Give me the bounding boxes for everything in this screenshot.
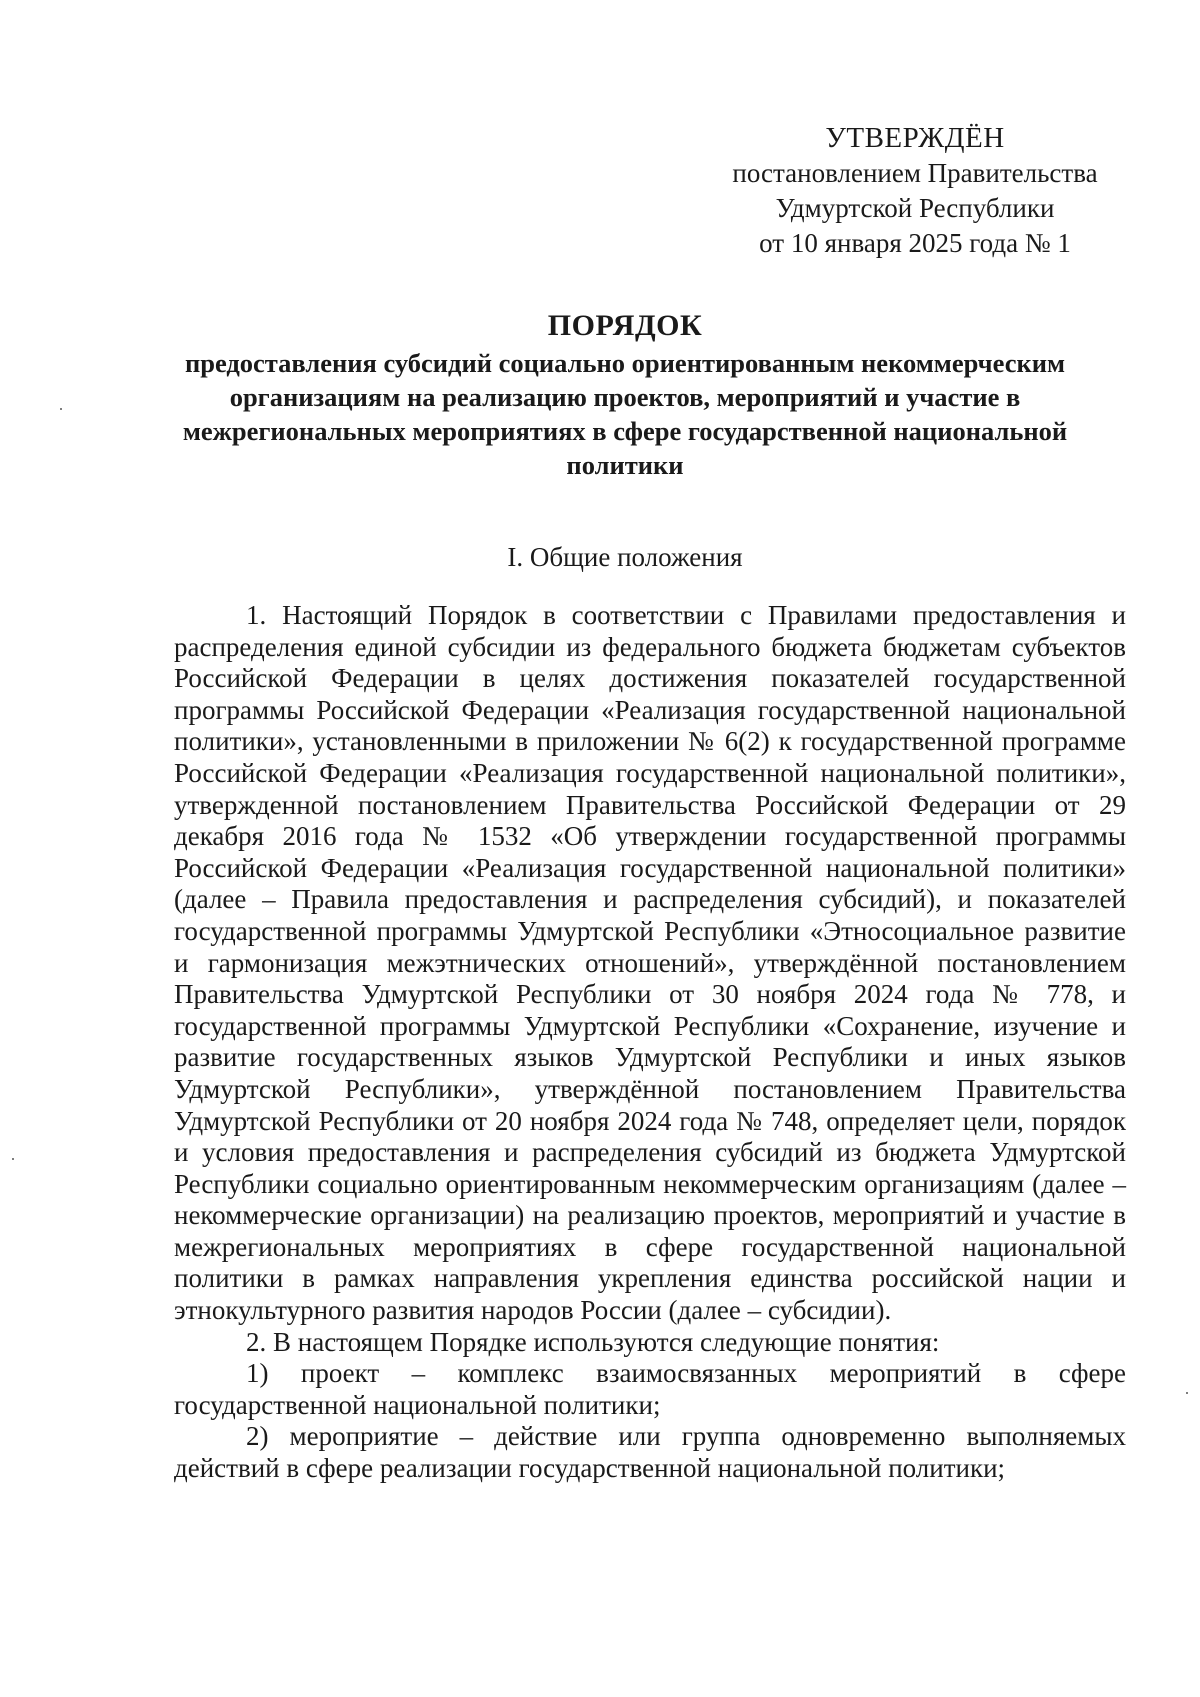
scan-speck xyxy=(12,1158,14,1160)
section-heading: I. Общие положения xyxy=(507,542,743,572)
document-title: ПОРЯДОК xyxy=(547,309,703,342)
approval-line-3: от 10 января 2025 года № 1 xyxy=(759,228,1071,258)
scan-speck xyxy=(1186,1392,1188,1394)
paragraph: 2. В настоящем Порядке используются следующие понятия: xyxy=(246,1326,940,1357)
approval-line-1: постановлением Правительства xyxy=(732,158,1098,188)
paragraph: 1) проект – комплекс взаимосвязанных мероприятий в сфере государственной национальной политики; xyxy=(174,1358,1126,1420)
document-title-block xyxy=(150,306,1100,482)
approval-title: УТВЕРЖДЁН xyxy=(825,122,1005,154)
approval-stamp xyxy=(700,121,1130,261)
paragraph: 2) мероприятие – действие или группа одновременно выполняемых действий в сфере реализации государственной национальной политики; xyxy=(174,1421,1126,1484)
scan-speck xyxy=(60,408,62,410)
paragraph: 1. Настоящий Порядок в соответствии с Правилами предоставления и распределения единой субсидии из федерального бюджета бюджетам субъектов Российской Федерации в целях достижения показателей государственной программы Российской Федерации «Реализация государственной национальной политики», установленными в приложении № 6(2) к государственной программе Российской Федерации «Реализация государственной национальной политики», утвержденной постановлением Правительства Российской Федерации от 29 декабря 2016 года № 1532 «Об утверждении государственной программы Российской Федерации «Реализация государственной национальной политики» (далее – Правила предоставления и распределения субсидий), и показателей государственной программы Удмуртской Республики «Этносоциальное развитие и гармонизация межэтнических отношений», утверждённой постановлением Правительства Удмуртской Республики от 30 ноября 2024 года № 778, и государственной программы Удмуртской Республики «Сохранение, изучение и развитие государственных языков Удмуртской Республики и иных языков Удмуртской Республики», утверждённой постановлением Правительства Удмуртской Республики от 20 ноября 2024 года № 748, определяет цели, порядок и условия предоставления и распределения субсидий из бюджета Удмуртской Республики социально ориентированным некоммерческим организациям (далее – некоммерческие организации) на реализацию проектов, мероприятий и участие в межрегиональных мероприятиях в сфере государственной национальной политики в рамках направления укрепления единства российской нации и этнокультурного развития народов России (далее – субсидии). xyxy=(174,600,1126,1326)
document-subtitle: предоставления субсидий социально ориентированным некоммерческим организациям на реализацию проектов, мероприятий и участие в межрегиональных мероприятиях в сфере государственной национальной политики xyxy=(182,348,1068,480)
document-body xyxy=(174,600,1126,1485)
approval-line-2: Удмуртской Республики xyxy=(775,193,1055,223)
